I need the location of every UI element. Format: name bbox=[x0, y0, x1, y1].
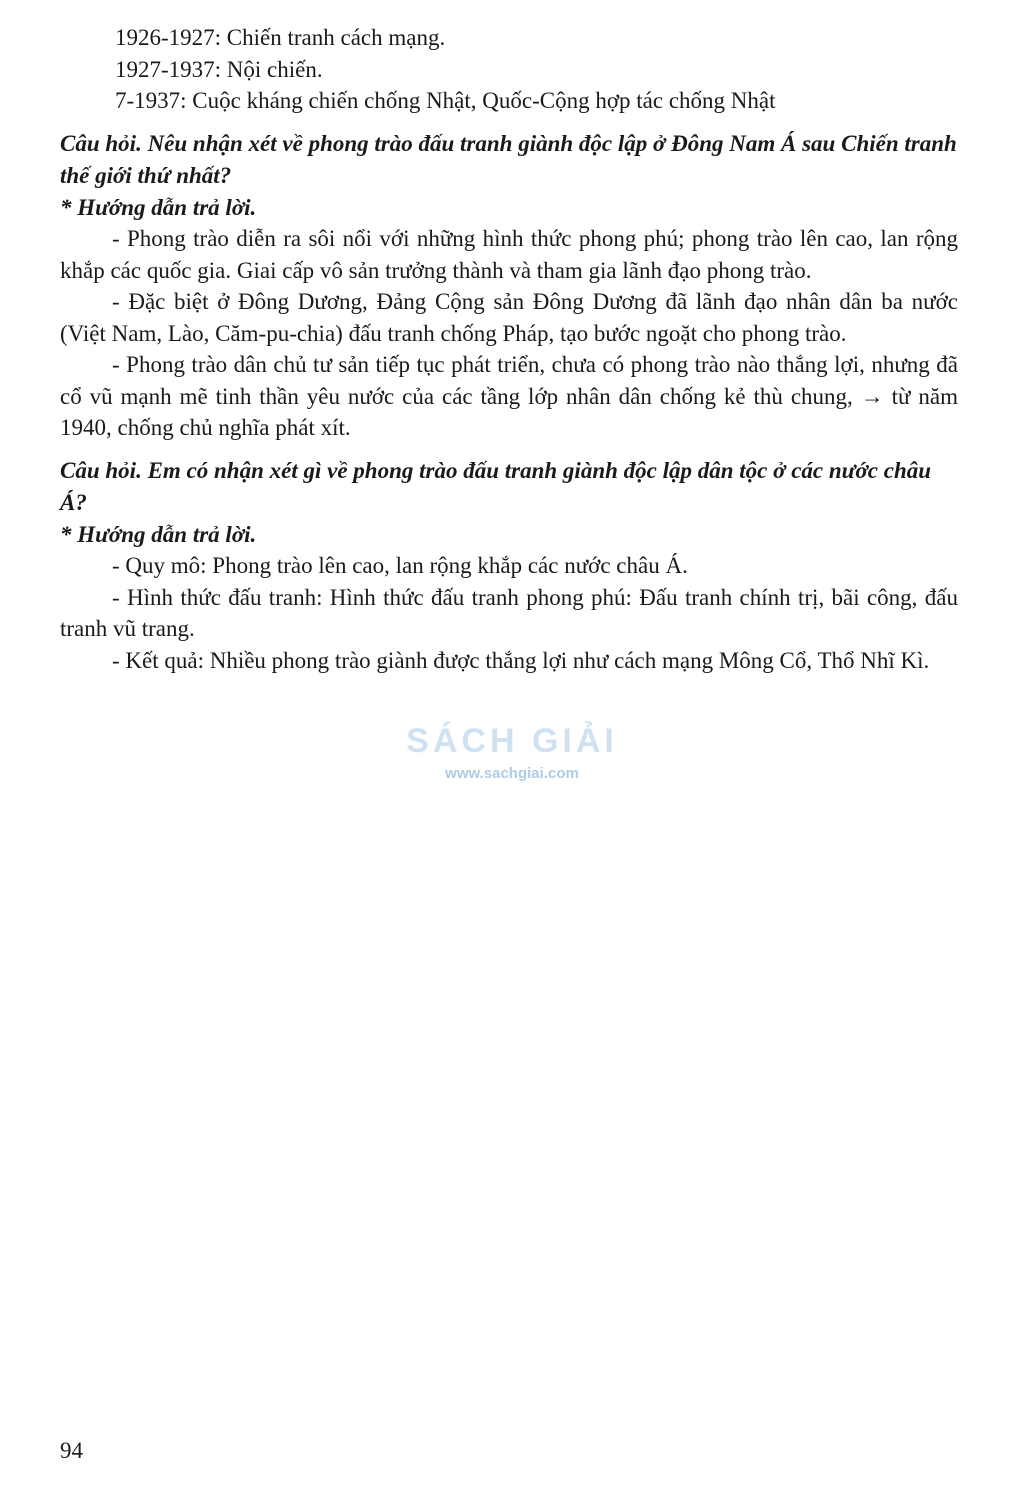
question-2-guide: * Hướng dẫn trả lời. bbox=[60, 521, 257, 547]
timeline-item: 1926-1927: Chiến tranh cách mạng. bbox=[115, 25, 446, 50]
page-content bbox=[60, 22, 958, 676]
timeline-item: 7-1937: Cuộc kháng chiến chống Nhật, Quốc-Cộng hợp tác chống Nhật bbox=[115, 88, 776, 113]
question-1-guide: * Hướng dẫn trả lời. bbox=[60, 194, 257, 220]
page-number: 94 bbox=[60, 1438, 83, 1463]
answer-paragraph: - Đặc biệt ở Đông Dương, Đảng Cộng sản Đông Dương đã lãnh đạo nhân dân ba nước (Việt Nam, Lào, Căm-pu-chia) đấu tranh chống Pháp, tạo bước ngoặt cho phong trào. bbox=[60, 289, 958, 346]
timeline-item: 1927-1937: Nội chiến. bbox=[115, 56, 323, 82]
question-block-1 bbox=[60, 128, 958, 444]
question-2-text: Câu hỏi. Em có nhận xét gì về phong trào đấu tranh giành độc lập dân tộc ở các nước châu Á? bbox=[60, 457, 932, 515]
answer-paragraph: - Hình thức đấu tranh: Hình thức đấu tranh phong phú: Đấu tranh chính trị, bãi công, đấu tranh vũ trang. bbox=[60, 584, 958, 641]
answer-paragraph: - Quy mô: Phong trào lên cao, lan rộng khắp các nước châu Á. bbox=[112, 553, 688, 578]
watermark-logo: SÁCH GIẢI bbox=[406, 722, 618, 760]
timeline bbox=[60, 22, 958, 117]
answer-paragraph: - Phong trào diễn ra sôi nổi với những hình thức phong phú; phong trào lên cao, lan rộng khắp các quốc gia. Giai cấp vô sản trưởng thành và tham gia lãnh đạo phong trào. bbox=[60, 226, 958, 283]
question-block-2 bbox=[60, 455, 958, 677]
answer-paragraph: - Phong trào dân chủ tư sản tiếp tục phát triển, chưa có phong trào nào thắng lợi, nhưng đã cổ vũ mạnh mẽ tinh thần yêu nước của các tầng lớp nhân dân chống kẻ thù chung, → từ năm 1940, chống chủ nghĩa phát xít. bbox=[60, 352, 958, 440]
watermark bbox=[0, 722, 1024, 782]
watermark-url: www.sachgiai.com bbox=[445, 765, 579, 782]
answer-paragraph: - Kết quả: Nhiều phong trào giành được thắng lợi như cách mạng Mông Cổ, Thổ Nhĩ Kì. bbox=[112, 647, 930, 673]
question-1-text: Câu hỏi. Nêu nhận xét về phong trào đấu tranh giành độc lập ở Đông Nam Á sau Chiến tranh thế giới thứ nhất? bbox=[60, 130, 957, 188]
